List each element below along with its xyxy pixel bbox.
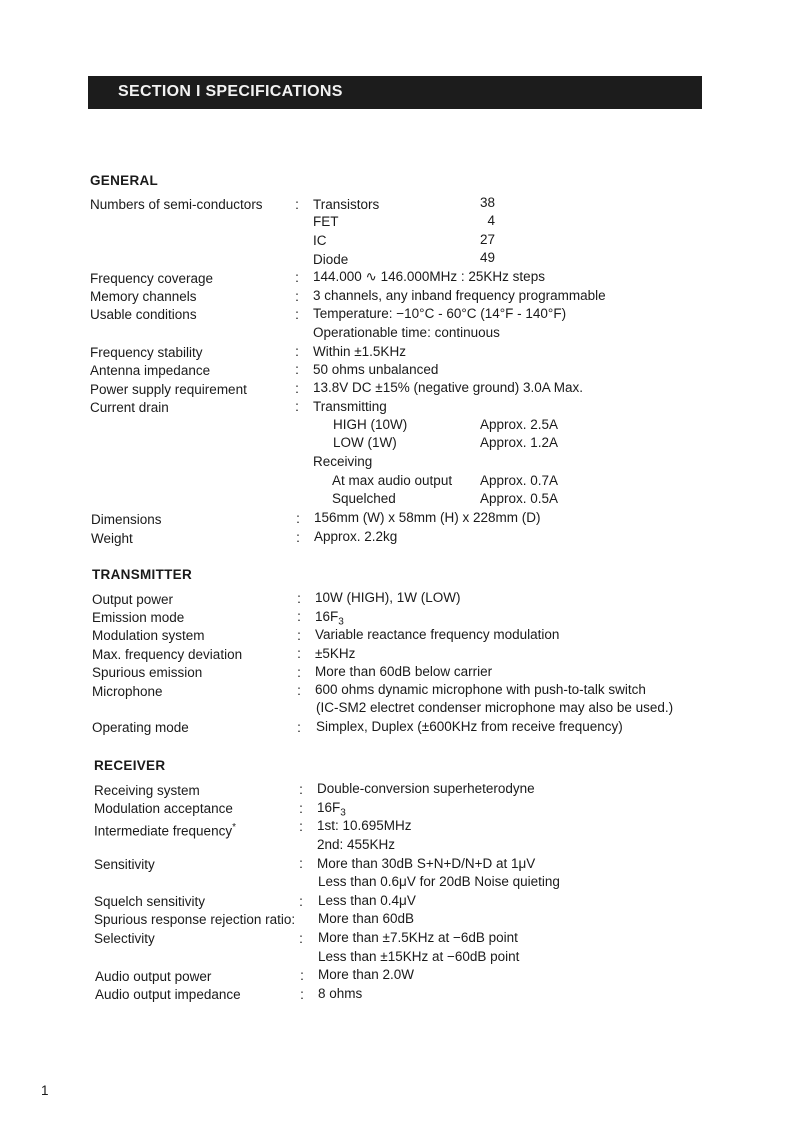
audio-output-power-value: More than 2.0W: [318, 967, 415, 982]
dimensions-value: 156mm (W) x 58mm (H) x 228mm (D): [314, 510, 541, 525]
high-power-label: HIGH (10W): [333, 417, 408, 432]
transmitter-heading: TRANSMITTER: [92, 567, 193, 582]
general-heading: GENERAL: [90, 173, 159, 188]
transmitting-label: Transmitting: [313, 399, 387, 414]
high-power-value: Approx. 2.5A: [480, 417, 559, 432]
antenna-impedance-value: 50 ohms unbalanced: [313, 362, 439, 377]
low-power-value: Approx. 1.2A: [480, 435, 559, 450]
spurious-rejection-value: More than 60dB: [318, 911, 415, 926]
diode-label: Diode: [313, 252, 349, 267]
current-drain-label: Current drain: [90, 400, 169, 415]
modulation-system-label: Modulation system: [92, 628, 205, 643]
spurious-emission-value: More than 60dB below carrier: [315, 664, 493, 679]
audio-output-power-label: Audio output power: [95, 969, 212, 984]
colon: :: [295, 197, 299, 212]
modulation-acceptance-value: $16F_3$: [317, 800, 346, 819]
frequency-stability-label: Frequency stability: [90, 345, 203, 360]
colon: :: [299, 931, 303, 946]
colon: :: [295, 270, 299, 285]
colon: :: [296, 530, 300, 545]
squelch-sensitivity-label: Squelch sensitivity: [94, 894, 206, 909]
frequency-coverage-label: Frequency coverage: [90, 271, 214, 286]
audio-output-impedance-label: Audio output impedance: [95, 987, 241, 1002]
ic-label: IC: [313, 233, 327, 248]
weight-value: Approx. 2.2kg: [314, 529, 398, 544]
section-banner: [88, 76, 702, 109]
colon: :: [300, 968, 304, 983]
spurious-rejection-label: Spurious response rejection ratio:: [94, 912, 296, 927]
emission-mode-value: $16F_3$: [315, 609, 344, 628]
fet-label: FET: [313, 214, 339, 229]
colon: :: [295, 381, 299, 396]
semiconductors-label: Numbers of semi-conductors: [90, 197, 263, 212]
colon: :: [297, 646, 301, 661]
noise-quieting-value: Less than 0.6μV for 20dB Noise quieting: [318, 874, 560, 889]
colon: :: [297, 683, 301, 698]
antenna-impedance-label: Antenna impedance: [90, 363, 211, 378]
colon: :: [295, 399, 299, 414]
intermediate-frequency-first: 1st: 10.695MHz: [317, 818, 412, 833]
intermediate-frequency-second: 2nd: 455KHz: [317, 837, 396, 852]
low-power-label: LOW (1W): [333, 435, 397, 450]
sensitivity-value: More than 30dB S+N+D/N+D at 1μV: [317, 856, 536, 871]
colon: :: [299, 894, 303, 909]
dimensions-label: Dimensions: [91, 512, 162, 527]
microphone-note: (IC-SM2 electret condenser microphone may also be used.): [316, 700, 674, 715]
receiving-system-value: Double-conversion superheterodyne: [317, 781, 535, 796]
colon: :: [299, 801, 303, 816]
colon: :: [295, 289, 299, 304]
microphone-label: Microphone: [92, 684, 163, 699]
transistors-label: Transistors: [313, 197, 380, 212]
colon: :: [297, 665, 301, 680]
squelch-sensitivity-value: Less than 0.4μV: [318, 893, 416, 908]
ic-count: 27: [479, 232, 495, 247]
output-power-value: 10W (HIGH), 1W (LOW): [315, 590, 461, 605]
squelched-label: Squelched: [332, 491, 396, 506]
selectivity-value-2: Less than ±15KHz at −60dB point: [318, 949, 520, 964]
colon: :: [295, 344, 299, 359]
colon: :: [297, 591, 301, 606]
frequency-coverage-value: 144.000 ∿ 146.000MHz : 25KHz steps: [313, 269, 545, 284]
fet-count: 4: [487, 213, 495, 228]
colon: :: [299, 782, 303, 797]
frequency-stability-value: Within ±1.5KHz: [313, 344, 406, 359]
usable-conditions-value: Temperature: −10°C - 60°C (14°F - 140°F): [313, 306, 567, 321]
diode-count: 49: [479, 250, 495, 265]
microphone-value: 600 ohms dynamic microphone with push-to-talk switch: [315, 682, 646, 697]
colon: :: [295, 307, 299, 322]
footnote-mark: *: [232, 822, 236, 833]
audio-output-impedance-value: 8 ohms: [318, 986, 363, 1001]
receiver-heading: RECEIVER: [94, 758, 166, 773]
modulation-acceptance-label: Modulation acceptance: [94, 801, 233, 816]
memory-channels-value: 3 channels, any inband frequency programmable: [313, 288, 606, 303]
colon: :: [296, 511, 300, 526]
colon: :: [297, 720, 301, 735]
squelched-value: Approx. 0.5A: [480, 491, 559, 506]
transistors-count: 38: [479, 195, 495, 210]
memory-channels-label: Memory channels: [90, 289, 197, 304]
colon: :: [297, 628, 301, 643]
selectivity-label: Selectivity: [94, 931, 155, 946]
max-audio-label: At max audio output: [332, 473, 453, 488]
operationable-time: Operationable time: continuous: [313, 325, 500, 340]
operating-mode-value: Simplex, Duplex (±600KHz from receive frequency): [316, 719, 623, 734]
receiving-label: Receiving: [313, 454, 373, 469]
section-title: SECTION I SPECIFICATIONS: [118, 83, 343, 100]
emission-mode-label: Emission mode: [92, 610, 185, 625]
max-audio-value: Approx. 0.7A: [480, 473, 559, 488]
receiving-system-label: Receiving system: [94, 783, 200, 798]
colon: :: [299, 819, 303, 834]
output-power-label: Output power: [92, 592, 174, 607]
colon: :: [299, 856, 303, 871]
operating-mode-label: Operating mode: [92, 720, 189, 735]
max-deviation-label: Max. frequency deviation: [92, 647, 243, 662]
power-supply-label: Power supply requirement: [90, 382, 247, 397]
modulation-system-value: Variable reactance frequency modulation: [315, 627, 560, 642]
colon: :: [295, 362, 299, 377]
spurious-emission-label: Spurious emission: [92, 665, 203, 680]
power-supply-value: 13.8V DC ±15% (negative ground) 3.0A Max.: [313, 380, 584, 395]
max-deviation-value: ±5KHz: [315, 646, 356, 661]
page-number: 1: [41, 1083, 49, 1098]
usable-conditions-label: Usable conditions: [90, 307, 197, 322]
intermediate-frequency-label: Intermediate frequency*: [94, 822, 236, 839]
sensitivity-label: Sensitivity: [94, 857, 155, 872]
colon: :: [300, 987, 304, 1002]
colon: :: [297, 609, 301, 624]
weight-label: Weight: [91, 531, 133, 546]
selectivity-value: More than ±7.5KHz at −6dB point: [318, 930, 518, 945]
